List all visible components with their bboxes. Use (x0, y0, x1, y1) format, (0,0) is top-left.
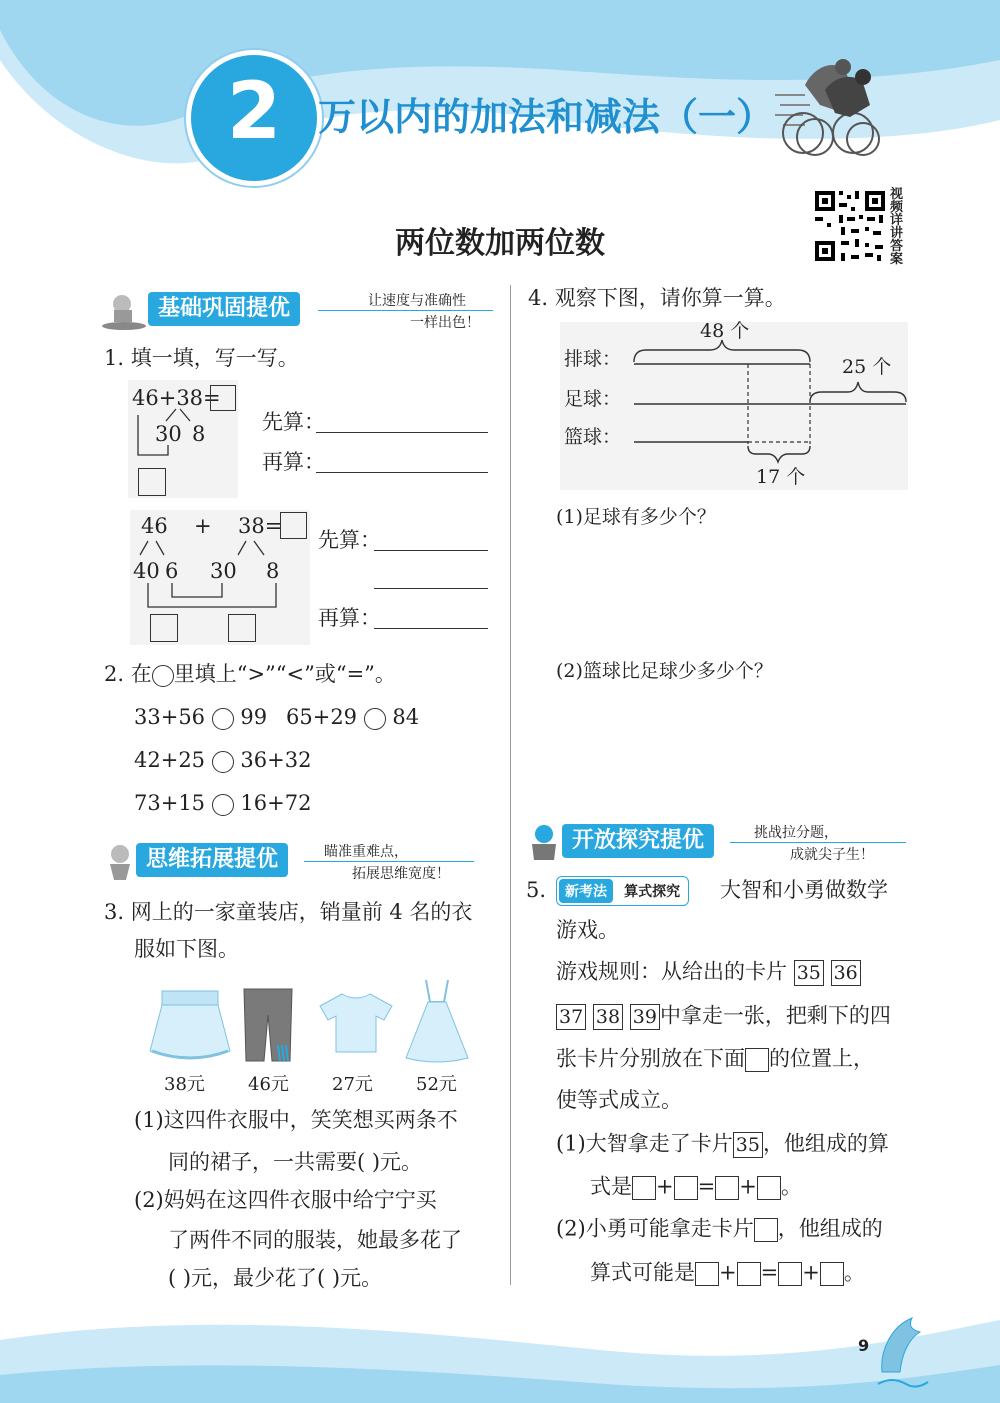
chapter-number: 2 (226, 67, 282, 157)
q2-item-2 (286, 707, 419, 730)
q1b-zai-line[interactable] (374, 628, 488, 629)
section-open-rule (730, 842, 906, 843)
q5-rule-l3b: 的位置上， (769, 1046, 874, 1071)
q3-stem-1: 3. 网上的一家童装店，销量前 4 名的衣 (104, 900, 473, 924)
q3-p1-line-1: (1)这四件衣服中，笑笑想买两条不 (134, 1108, 458, 1132)
q3-price-1: 38元 (164, 1074, 205, 1095)
q5-card-37: 37 (556, 1004, 586, 1030)
q2-item-2-left: 65+29 (286, 705, 358, 729)
q5-card-35: 35 (794, 960, 824, 986)
q3-stem-2: 服如下图。 (134, 937, 239, 961)
section-open-slogan-1: 挑战拉分题， (754, 825, 838, 841)
section-open-banner: 开放探究提优 (562, 824, 714, 858)
q5-card-39: 39 (630, 1004, 660, 1030)
q5-p2b: ，他组成的 (777, 1216, 883, 1241)
dolphin-icon (872, 1312, 932, 1392)
q5-card-38: 38 (593, 1004, 623, 1030)
q1b-result-box-1[interactable] (150, 614, 178, 642)
section-basic-banner: 基础巩固提优 (148, 292, 300, 326)
q5-line-2: 游戏。 (556, 918, 619, 942)
q1a-xian-line[interactable] (316, 432, 488, 433)
q3-p1-line-2: 同的裙子，一共需要( )元。 (168, 1150, 423, 1174)
q5-p2-box-3[interactable] (778, 1262, 802, 1286)
q5-line-1: 大智和小勇做数学 (720, 878, 888, 902)
q1b-zai-label: 再算： (318, 606, 381, 630)
q5-p1-box-4[interactable] (757, 1176, 781, 1200)
section-open-slogan-2: 成就尖子生！ (790, 847, 874, 863)
q5-p1-plus-1: + (656, 1174, 674, 1199)
q1b-xian-label: 先算： (318, 528, 381, 552)
q1a-xian-label: 先算： (262, 410, 325, 434)
q2-item-1-right: 99 (240, 705, 268, 729)
q5-p1-card: 35 (733, 1132, 763, 1158)
q1b-46: 46 (141, 514, 168, 538)
q4-part-1: (1)足球有多少个？ (556, 506, 716, 528)
mascot-boy-icon (524, 822, 564, 862)
q5-rule-mid: 中拿走一张，把剩下的四 (659, 1003, 891, 1028)
q1b-30: 30 (210, 559, 237, 583)
q4-label-volleyball: 排球： (564, 348, 622, 370)
q1a-split-8: 8 (192, 422, 206, 446)
mascot-skateboard-icon (100, 292, 148, 332)
q2-item-4 (134, 793, 311, 816)
tshirt-icon (318, 992, 394, 1054)
q5-p1-plus-2: + (739, 1174, 757, 1199)
q4-label-basketball: 篮球： (564, 426, 622, 448)
q5-rule-line-3 (556, 1048, 874, 1072)
chapter-title: 万以内的加法和减法（一） (318, 95, 775, 139)
q1a-split-30: 30 (155, 422, 182, 446)
q2-item-1-circle[interactable] (212, 708, 234, 730)
q5-number: 5. (526, 878, 547, 902)
dress-icon (402, 978, 472, 1064)
q5-p1-eq: = (697, 1174, 716, 1199)
q5-p1-line-1 (556, 1132, 889, 1158)
q1a-result-box[interactable] (138, 468, 166, 496)
page-number: 9 (858, 1336, 870, 1355)
q5-p1-period: 。 (780, 1174, 802, 1199)
q4-label-25: 25 个 (842, 356, 892, 378)
q5-p1-box-2[interactable] (674, 1176, 698, 1200)
q5-tag-new: 新考法 (559, 879, 613, 903)
q2-item-2-right: 84 (392, 705, 420, 729)
q5-p2-box-4[interactable] (820, 1262, 844, 1286)
q1b-plus: + (194, 514, 212, 538)
q5-p2-plus-1: + (719, 1260, 737, 1285)
q3-p2-line-1: (2)妈妈在这四件衣服中给宁宁买 (134, 1188, 437, 1212)
q1b-6: 6 (165, 559, 179, 583)
q5-p2-box-2[interactable] (737, 1262, 761, 1286)
q4-stem: 4. 观察下图，请你算一算。 (528, 286, 786, 310)
q5-p1b: ，他组成的算 (762, 1131, 889, 1156)
section-thinking-slogan-1: 瞄准重难点， (324, 844, 408, 860)
q2-item-4-left: 73+15 (134, 791, 206, 815)
q2-item-4-right: 16+72 (240, 791, 312, 815)
section-basic-slogan-2: 一样出色！ (410, 315, 480, 331)
q2-circle-icon (152, 665, 174, 687)
section-thinking-banner: 思维拓展提优 (136, 843, 288, 877)
q5-p2c: 算式可能是 (590, 1260, 695, 1285)
q5-tag-type: 算式探究 (624, 884, 681, 900)
q1b-result-box-2[interactable] (228, 614, 256, 642)
q5-p1-box-3[interactable] (715, 1176, 739, 1200)
q1b-38: 38= (238, 514, 283, 538)
mascot-girl-icon (100, 842, 140, 882)
q2-item-1 (134, 707, 267, 730)
q3-p2-line-3: ( )元，最少花了( )元。 (168, 1266, 383, 1290)
chapter-badge (186, 50, 322, 186)
q5-p1c: 式是 (590, 1174, 632, 1199)
q4-segment-diagram (560, 322, 908, 490)
q5-p2-eq: = (760, 1260, 779, 1285)
q1a-expr: 46+38= (132, 386, 221, 410)
q5-rule-pre: 游戏规则：从给出的卡片 (556, 959, 787, 984)
section-basic-slogan-1: 让速度与准确性 (368, 293, 466, 309)
q2-stem (104, 664, 396, 687)
q5-rule-box-icon (745, 1048, 769, 1072)
column-divider (510, 285, 511, 1285)
q2-item-3-circle[interactable] (212, 751, 234, 773)
q4-label-17: 17 个 (756, 466, 806, 488)
q4-part-2: (2)篮球比足球少多少个？ (556, 660, 773, 682)
lesson-title: 两位数加两位数 (395, 226, 605, 261)
q5-card-36: 36 (831, 960, 861, 986)
q5-rule-line-1 (556, 960, 861, 986)
q5-p2-plus-2: + (802, 1260, 820, 1285)
q2-item-2-circle[interactable] (364, 708, 386, 730)
q5-p2a: (2)小勇可能拿走卡片 (556, 1216, 754, 1241)
q1b-40: 40 (133, 559, 160, 583)
q4-label-football: 足球： (564, 388, 622, 410)
q2-item-4-circle[interactable] (212, 794, 234, 816)
q5-rule-line-2 (556, 1004, 891, 1030)
cyclists-illustration (775, 55, 880, 160)
q1b-8: 8 (266, 559, 280, 583)
q5-p1-box-1[interactable] (632, 1176, 656, 1200)
q5-rule-line-4: 使等式成立。 (556, 1088, 682, 1112)
section-basic-rule (318, 310, 493, 311)
q5-tags (556, 876, 689, 906)
q1-stem: 1. 填一填，写一写。 (104, 346, 299, 370)
q5-p1-line-2 (590, 1176, 802, 1200)
q3-price-3: 27元 (332, 1074, 373, 1095)
q2-stem-post: 里填上“>”“<”或“=”。 (173, 662, 396, 686)
pants-icon (240, 985, 296, 1065)
q2-item-3-right: 36+32 (240, 748, 312, 772)
q2-item-3-left: 42+25 (134, 748, 206, 772)
section-thinking-rule (304, 861, 474, 862)
q1a-zai-label: 再算： (262, 450, 325, 474)
q5-p2-line-1 (556, 1218, 883, 1242)
q5-p2-line-2 (590, 1262, 865, 1286)
q4-label-48: 48 个 (700, 320, 750, 342)
q5-p1a: (1)大智拿走了卡片 (556, 1131, 733, 1156)
q2-item-3 (134, 750, 311, 773)
q3-price-4: 52元 (416, 1074, 457, 1095)
q1b-xian-line-2[interactable] (374, 588, 488, 589)
q5-p2-card-box[interactable] (754, 1218, 778, 1242)
section-thinking-slogan-2: 拓展思维宽度！ (352, 866, 450, 882)
skirt-icon (148, 985, 232, 1065)
qr-caption: 视频详讲答案 (890, 187, 904, 267)
q1b-xian-line-1[interactable] (374, 550, 488, 551)
q3-price-2: 46元 (248, 1074, 289, 1095)
q5-p2-period: 。 (843, 1260, 865, 1285)
q2-item-1-left: 33+56 (134, 705, 206, 729)
q2-stem-pre: 2. 在 (104, 662, 152, 686)
q5-p2-box-1[interactable] (695, 1262, 719, 1286)
q1a-zai-line[interactable] (316, 472, 488, 473)
q5-rule-l3a: 张卡片分别放在下面 (556, 1046, 745, 1071)
q3-p2-line-2: 了两件不同的服装，她最多花了 (168, 1228, 462, 1252)
footer-wave-bg (0, 1300, 1000, 1403)
